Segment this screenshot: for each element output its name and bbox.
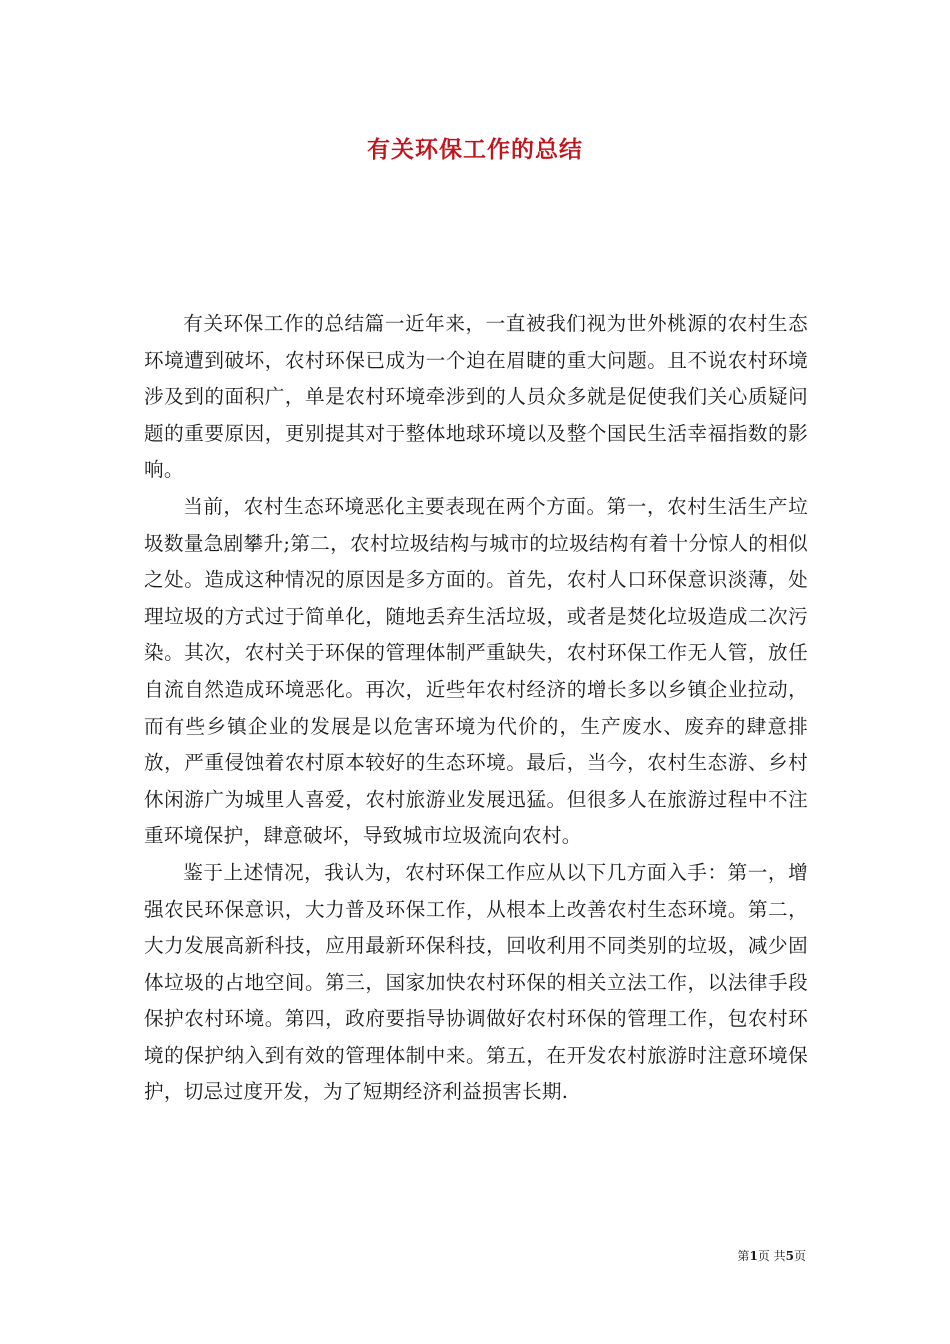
document-title: 有关环保工作的总结 [367, 136, 583, 163]
paragraph-1: 有关环保工作的总结篇一近年来，一直被我们视为世外桃源的农村生态环境遭到破坏，农村环保已成为一个迫在眉睫的重大问题。且不说农村环境涉及到的面积广，单是农村环境牵涉到的人员众多就是促使我们关心质疑问题的重要原因，更别提其对于整体地球环境以及整个国民生活幸福指数的影响。 [144, 312, 808, 482]
total-pages-number: 5 [785, 1249, 794, 1263]
paragraph-3: 鉴于上述情况，我认为，农村环保工作应从以下几方面入手：第一，增强农民环保意识，大力普及环保工作，从根本上改善农村生态环境。第二，大力发展高新科技，应用最新环保科技，回收利用不同类别的垃圾，减少固体垃圾的占地空间。第三，国家加快农村环保的相关立法工作，以法律手段保护农村环境。第四，政府要指导协调做好农村环保的管理工作，包农村环境的保护纳入到有效的管理体制中来。第五，在开发农村旅游时注意环境保护，切忌过度开发，为了短期经济利益损害长期. [144, 860, 808, 1104]
footer-prefix: 第 [737, 1249, 750, 1263]
footer-suffix: 页 [793, 1249, 806, 1263]
footer-middle: 页 共 [757, 1249, 786, 1263]
current-page-number: 1 [749, 1249, 758, 1263]
page-number-footer [737, 1248, 806, 1264]
paragraph-2: 当前，农村生态环境恶化主要表现在两个方面。第一，农村生活生产垃圾数量急剧攀升;第二，农村垃圾结构与城市的垃圾结构有着十分惊人的相似之处。造成这种情况的原因是多方面的。首先，农村人口环保意识淡薄，处理垃圾的方式过于简单化，随地丢弃生活垃圾，或者是焚化垃圾造成二次污染。其次，农村关于环保的管理体制严重缺失，农村环保工作无人管，放任自流自然造成环境恶化。再次，近些年农村经济的增长多以乡镇企业拉动，而有些乡镇企业的发展是以危害环境为代价的，生产废水、废弃的肆意排放，严重侵蚀着农村原本较好的生态环境。最后，当今，农村生态游、乡村休闲游广为城里人喜爱，农村旅游业发展迅猛。但很多人在旅游过程中不注重环境保护，肆意破坏，导致城市垃圾流向农村。 [144, 494, 808, 848]
document-body [144, 306, 808, 1111]
